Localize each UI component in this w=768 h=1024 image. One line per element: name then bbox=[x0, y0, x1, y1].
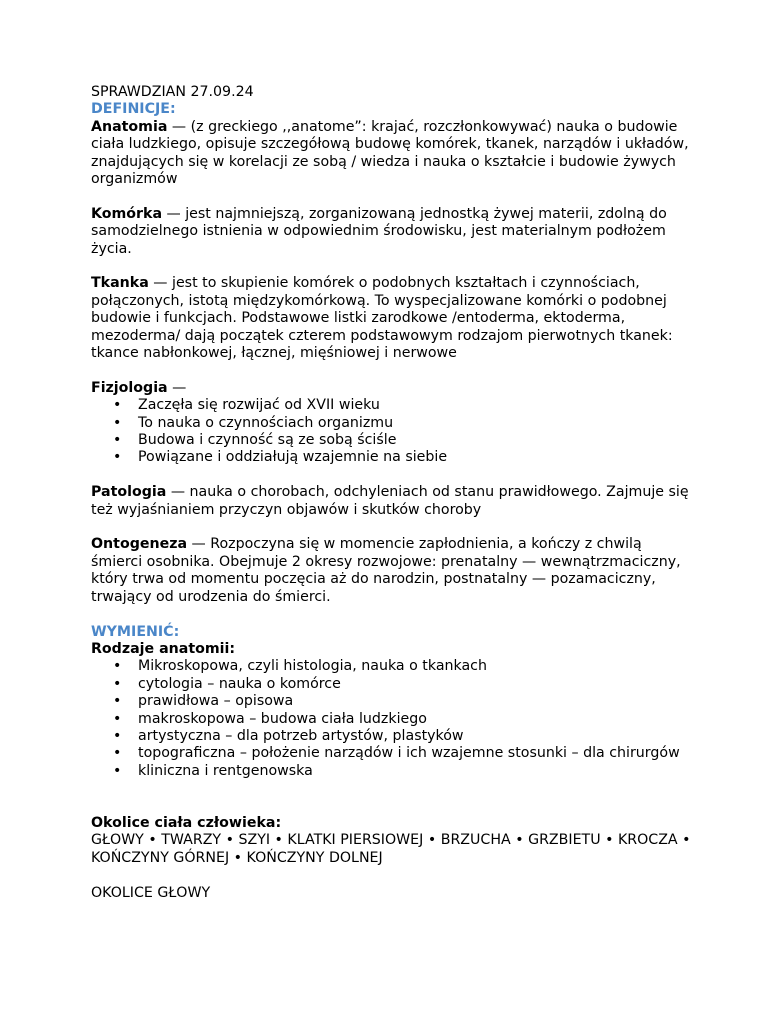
list-item-text: prawidłowa – opisowa bbox=[138, 693, 294, 710]
bullet-icon: • bbox=[113, 397, 122, 414]
list-item bbox=[91, 415, 691, 432]
definition-patologia bbox=[91, 484, 691, 519]
list-item bbox=[91, 676, 691, 693]
bullet-icon: • bbox=[113, 658, 122, 675]
list-item-text: Powiązane i oddziałują wzajemnie na siebie bbox=[138, 449, 448, 466]
bullet-icon: • bbox=[113, 727, 122, 744]
bullet-icon: • bbox=[113, 432, 122, 449]
definition-komorka bbox=[91, 206, 691, 258]
bullet-icon: • bbox=[113, 710, 122, 727]
definition-term: Fizjologia bbox=[91, 379, 168, 396]
list-section-heading: WYMIENIĆ: bbox=[91, 623, 180, 640]
list-item bbox=[91, 432, 691, 449]
list-item bbox=[91, 693, 691, 710]
body-regions-heading: Okolice ciała człowieka: bbox=[91, 814, 282, 831]
list-item bbox=[91, 711, 691, 728]
list-item-text: artystyczna – dla potrzeb artystów, plastyków bbox=[138, 727, 464, 744]
bullet-icon: • bbox=[113, 414, 122, 431]
list-item-text: To nauka o czynnościach organizmu bbox=[138, 414, 394, 431]
definition-tkanka bbox=[91, 275, 691, 362]
definition-term: Ontogeneza bbox=[91, 536, 188, 553]
definition-term: Komórka bbox=[91, 205, 163, 222]
list-item-text: Budowa i czynność są ze sobą ściśle bbox=[138, 432, 397, 449]
definition-text: — (z greckiego ,,anatome”: krajać, rozczłonkowywać) nauka o budowie ciała ludzkiego, opisuje szczegółową budowę komórek, tkanek, narządów i układów, znajdujących się w korelacji ze sobą / wiedza i nauka o kształcie i budowie żywych organizmów bbox=[91, 118, 689, 188]
list-item bbox=[91, 745, 691, 762]
body-regions-text: GŁOWY • TWARZY • SZYI • KLATKI PIERSIOWEJ • BRZUCHA • GRZBIETU • KROCZA • KOŃCZYNY GÓRNEJ • KOŃCZYNY DOLNEJ bbox=[91, 832, 691, 866]
definition-fizjologia bbox=[91, 380, 691, 397]
list-item-text: Mikroskopowa, czyli histologia, nauka o tkankach bbox=[138, 658, 487, 675]
definition-anatomia bbox=[91, 119, 691, 189]
anatomy-types-heading: Rodzaje anatomii: bbox=[91, 640, 236, 657]
definition-text: — Rozpoczyna się w momencie zapłodnienia, a kończy z chwilą śmierci osobnika. Obejmuje 2 okresy rozwojowe: prenatalny — wewnątrzmaciczny, który trwa od momentu poczęcia aż do narodzin, postnatalny — pozamaciczny, trwający od urodzenia do śmierci. bbox=[91, 536, 681, 605]
list-item-text: cytologia – nauka o komórce bbox=[138, 675, 341, 692]
list-item bbox=[91, 728, 691, 745]
list-item-text: makroskopowa – budowa ciała ludzkiego bbox=[138, 710, 427, 727]
bullet-icon: • bbox=[113, 693, 122, 710]
bullet-icon: • bbox=[113, 745, 122, 762]
head-regions-heading: OKOLICE GŁOWY bbox=[91, 884, 211, 901]
document-page bbox=[91, 84, 691, 902]
fizjologia-list bbox=[91, 397, 691, 467]
definition-term: Anatomia bbox=[91, 118, 168, 135]
list-item bbox=[91, 763, 691, 780]
definition-text: — jest to skupienie komórek o podobnych kształtach i czynnościach, połączonych, istotą międzykomórkową. To wyspecjalizowane komórki o podobnej budowie i funkcjach. Podstawowe listki zarodkowe /entoderma, ektoderma, mezoderma/ dają początek czterem podstawowym rodzajom pierwotnych tkanek: tkance nabłonkowej, łącznej, mięśniowej i nerwowe bbox=[91, 275, 673, 362]
bullet-icon: • bbox=[113, 675, 122, 692]
list-item-text: Zaczęła się rozwijać od XVII wieku bbox=[138, 397, 380, 414]
anatomy-types-list bbox=[91, 658, 691, 780]
list-item bbox=[91, 449, 691, 466]
list-item bbox=[91, 397, 691, 414]
definitions-heading: DEFINICJE: bbox=[91, 101, 176, 118]
bullet-icon: • bbox=[113, 449, 122, 466]
list-item bbox=[91, 658, 691, 675]
definition-ontogeneza bbox=[91, 536, 691, 606]
list-item-text: kliniczna i rentgenowska bbox=[138, 762, 313, 779]
list-item-text: topograficzna – położenie narządów i ich wzajemne stosunki – dla chirurgów bbox=[138, 745, 680, 762]
test-title: SPRAWDZIAN 27.09.24 bbox=[91, 84, 254, 100]
definition-term: Tkanka bbox=[91, 275, 149, 292]
bullet-icon: • bbox=[113, 762, 122, 779]
definition-text: — nauka o chorobach, odchyleniach od stanu prawidłowego. Zajmuje się też wyjaśnianiem przyczyn objawów i skutków choroby bbox=[91, 484, 689, 518]
definition-term: Patologia bbox=[91, 484, 167, 501]
definition-text: — bbox=[167, 379, 187, 396]
definition-text: — jest najmniejszą, zorganizowaną jednostką żywej materii, zdolną do samodzielnego istnienia w odpowiednim środowisku, jest materialnym podłożem życia. bbox=[91, 205, 667, 257]
